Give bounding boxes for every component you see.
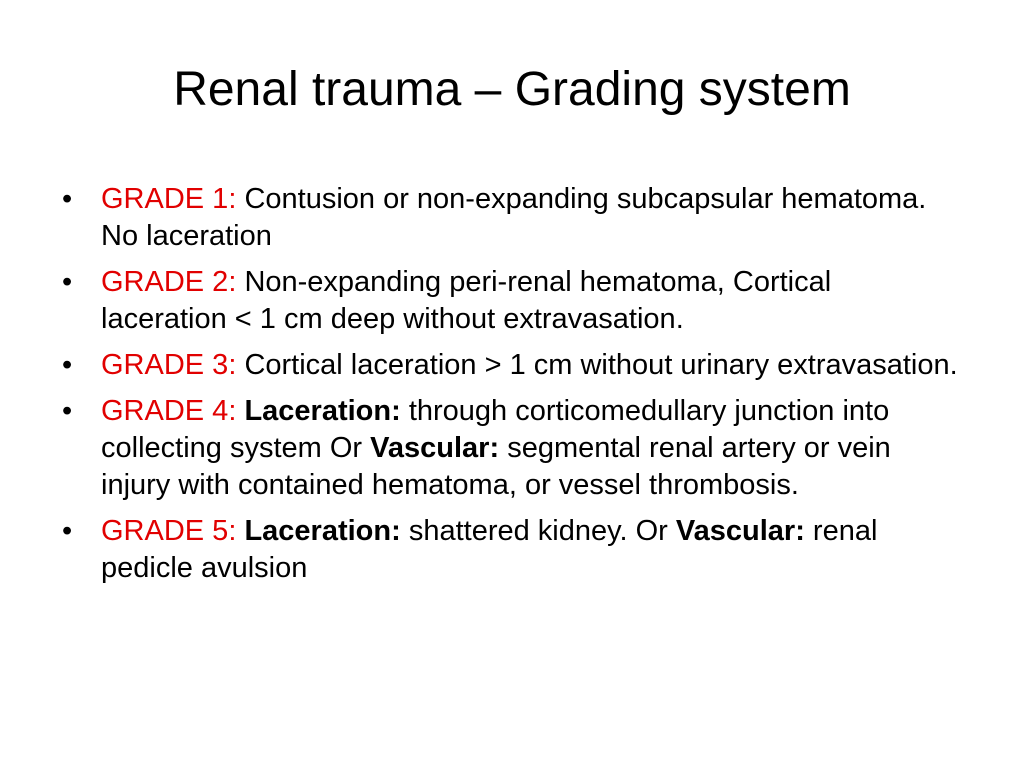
bullet-icon: • <box>62 266 73 298</box>
grade-5-vascular-term: Vascular: <box>675 515 805 547</box>
grade-1-description: Contusion or non-expanding subcapsular hematoma. No laceration <box>101 183 927 252</box>
grade-4-item <box>62 393 962 504</box>
bullet-icon: • <box>62 515 73 547</box>
grade-4-laceration-description: through corticomedullary junction into collecting system Or <box>101 395 890 464</box>
grade-5-laceration-description: shattered kidney. Or <box>408 515 668 547</box>
grade-5-laceration-term: Laceration: <box>244 515 401 547</box>
grade-list <box>62 181 962 596</box>
grade-4-laceration-term: Laceration: <box>244 395 401 427</box>
grade-4-vascular-description: segmental renal artery or vein injury with contained hematoma, or vessel thrombosis. <box>101 432 891 501</box>
grade-1-item <box>62 181 962 255</box>
grade-3-item <box>62 347 962 384</box>
slide-title: Renal trauma – Grading system <box>173 63 851 116</box>
grade-3-label: GRADE 3: <box>101 349 237 381</box>
grade-5-label: GRADE 5: <box>101 515 237 547</box>
grade-5-item <box>62 513 962 587</box>
grade-2-label: GRADE 2: <box>101 266 237 298</box>
grade-2-item <box>62 264 962 338</box>
grade-4-vascular-term: Vascular: <box>370 432 500 464</box>
grade-5-vascular-description: renal pedicle avulsion <box>101 515 878 584</box>
bullet-icon: • <box>62 349 73 381</box>
grade-2-description: Non-expanding peri-renal hematoma, Cortical laceration < 1 cm deep without extravasation. <box>101 266 832 335</box>
bullet-icon: • <box>62 183 73 215</box>
bullet-icon: • <box>62 395 73 427</box>
grade-3-description: Cortical laceration > 1 cm without urinary extravasation. <box>244 349 958 381</box>
grade-1-label: GRADE 1: <box>101 183 237 215</box>
grade-4-label: GRADE 4: <box>101 395 237 427</box>
